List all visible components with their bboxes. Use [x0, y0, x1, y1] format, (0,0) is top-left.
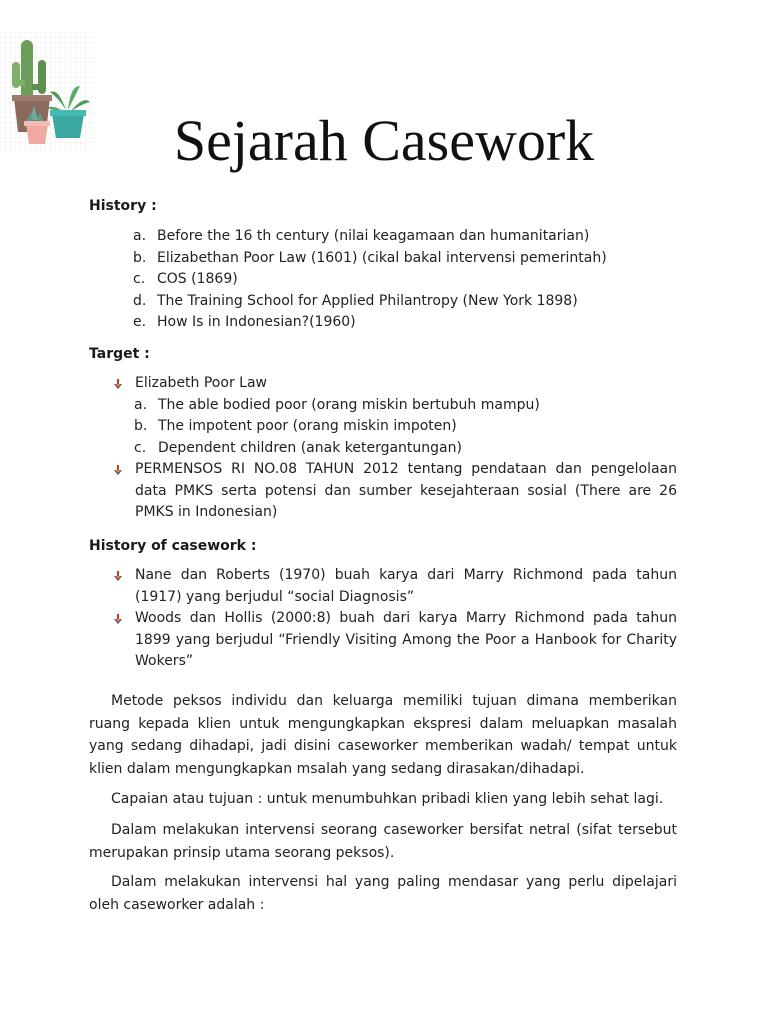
target-marker: c.: [134, 439, 147, 456]
body-paragraph: Dalam melakukan intervensi hal yang paling mendasar yang perlu dipelajari oleh caseworker adalah :: [89, 874, 677, 913]
history-item: Elizabethan Poor Law (1601) (cikal bakal intervensi pemerintah): [157, 249, 607, 266]
history-item: COS (1869): [157, 271, 238, 287]
target-marker: b.: [134, 418, 148, 434]
history-marker: e.: [133, 314, 147, 330]
history-item: How Is in Indonesian?(1960): [157, 314, 356, 330]
history-marker: c.: [133, 271, 146, 287]
history-item: The Training School for Applied Philantropy (New York 1898): [157, 292, 578, 309]
arrow-bullet-icon: [112, 464, 124, 476]
target-bullet: PERMENSOS RI NO.08 TAHUN 2012 tentang pendataan dan pengelolaan data PMKS serta potensi dan sumber kesejahteraan sosial (There are 26 PMKS in Indonesian): [135, 461, 677, 520]
target-item: Dependent children (anak ketergantungan): [158, 439, 462, 456]
arrow-bullet-icon: [112, 570, 124, 582]
casework-history-item: Nane dan Roberts (1970) buah karya dari Marry Richmond pada tahun (1917) yang berjudul “social Diagnosis”: [135, 567, 677, 605]
casework-history-item: Woods dan Hollis (2000:8) buah dari karya Marry Richmond pada tahun 1899 yang berjudul “Friendly Visiting Among the Poor a Hanbook for Charity Wokers”: [135, 610, 677, 669]
target-item: The impotent poor (orang miskin impoten): [158, 418, 457, 434]
arrow-bullet-icon: [112, 378, 124, 390]
history-item: Before the 16 th century (nilai keagamaan dan humanitarian): [157, 228, 590, 244]
body-paragraph: Metode peksos individu dan keluarga memiliki tujuan dimana memberikan ruang kepada klien untuk mengungkapkan ekspresi dalam meluapkan masalah yang sedang dihadapi, jadi disini caseworker memberikan wadah/ tempat untuk klien dalam mengungkapkan msalah yang sedang dirasakan/dihadapi.: [89, 693, 677, 777]
target-heading: Target :: [89, 346, 150, 362]
history-heading: History :: [89, 198, 157, 214]
history-marker: a.: [133, 228, 147, 244]
arrow-bullet-icon: [112, 613, 124, 625]
page-title: Sejarah Casework: [173, 108, 595, 173]
casework-history-heading: History of casework :: [89, 538, 257, 554]
history-marker: d.: [133, 292, 147, 309]
target-item: The able bodied poor (orang miskin bertubuh mampu): [158, 396, 540, 413]
target-marker: a.: [134, 396, 148, 413]
body-paragraph: Capaian atau tujuan : untuk menumbuhkan pribadi klien yang lebih sehat lagi.: [111, 791, 664, 807]
target-bullet: Elizabeth Poor Law: [135, 375, 267, 391]
body-paragraph: Dalam melakukan intervensi seorang caseworker bersifat netral (sifat tersebut merupakan prinsip utama seorang peksos).: [89, 822, 677, 861]
history-marker: b.: [133, 249, 147, 266]
